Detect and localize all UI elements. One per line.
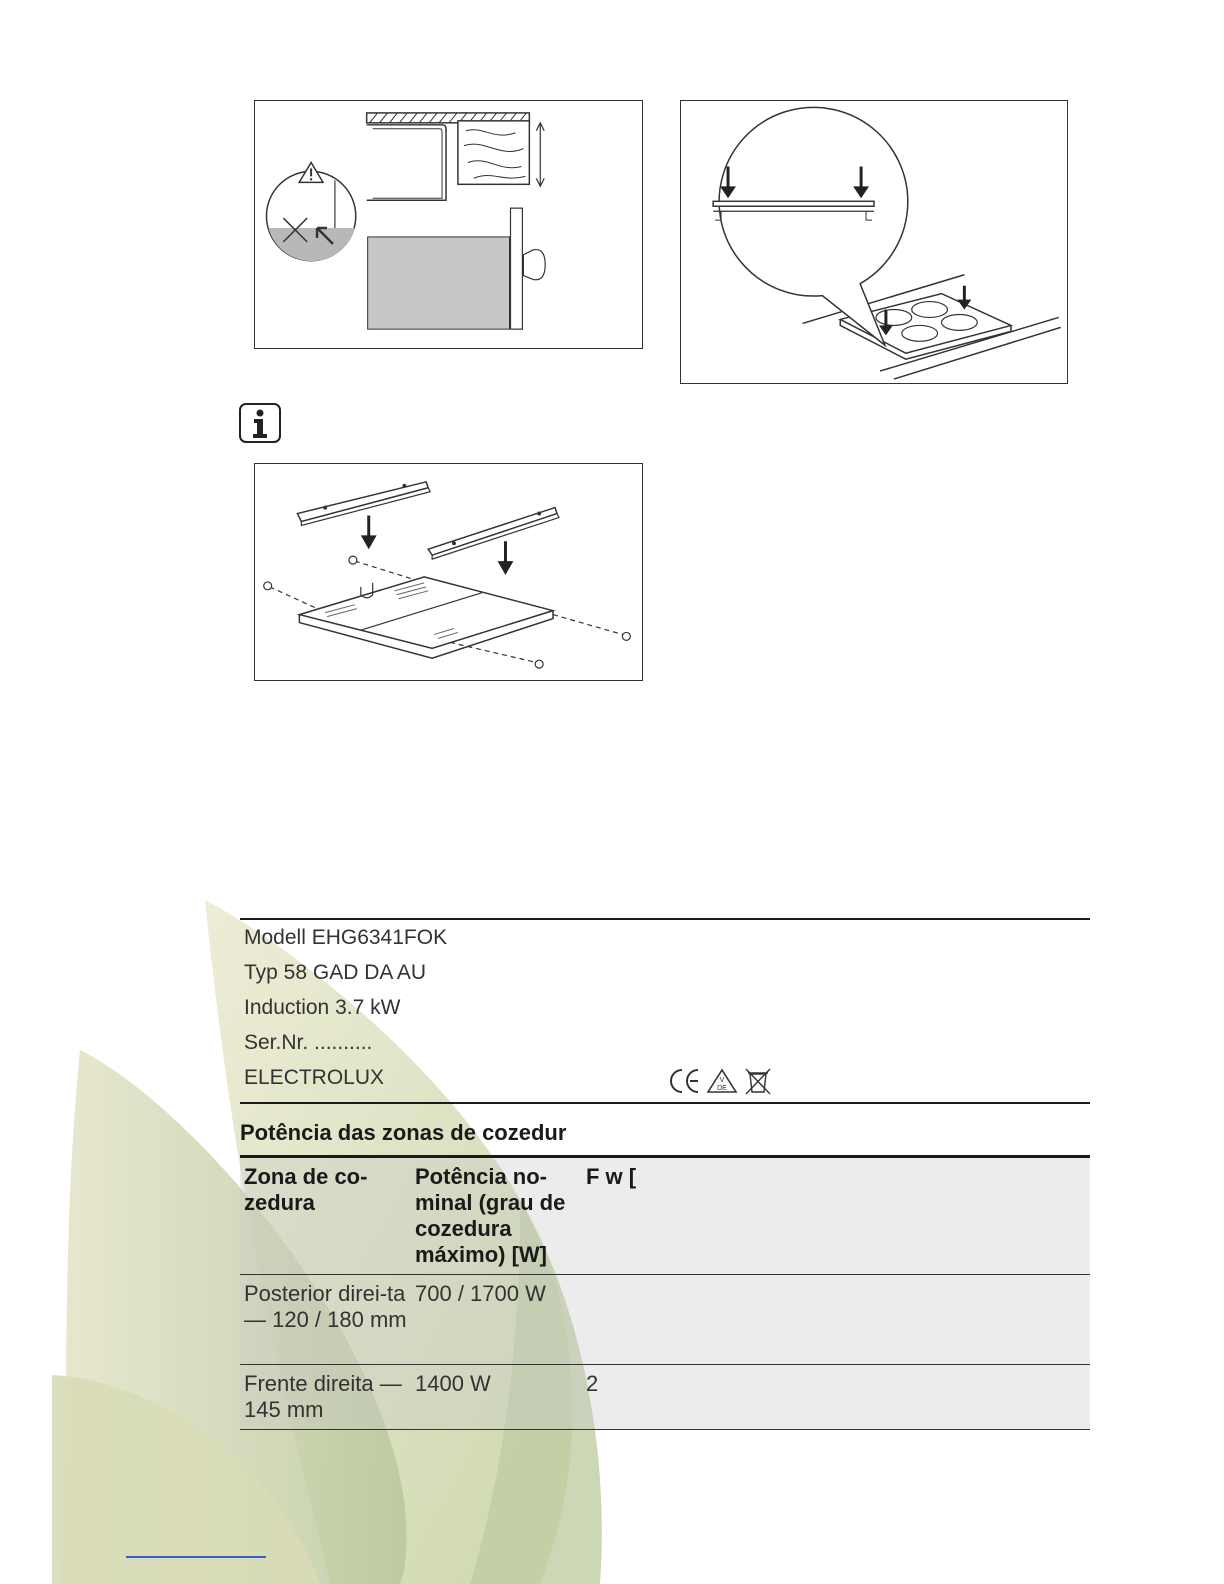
figure-installation-side-view [254,100,643,349]
figure-hob-placement [680,100,1068,384]
rating-power: Induction 3.7 kW [244,996,401,1019]
svg-text:DE: DE [717,1085,727,1092]
cooking-zone-power-table [240,1155,1090,1430]
table-row [240,1365,1090,1430]
table-row [240,1275,1090,1365]
vde-mark-icon [708,1070,736,1092]
rating-plate [240,918,1090,1104]
figure-bracket-assembly [254,463,643,681]
cell-third [582,1275,1090,1365]
header-cooking-zone: Zona de co-zedura [244,1164,368,1215]
ce-mark-icon [671,1070,698,1092]
table-header-row [240,1157,1090,1275]
rating-brand: ELECTROLUX [244,1066,385,1089]
info-icon [239,403,281,443]
section-title: Potência das zonas de cozedur [240,1120,567,1145]
cell-zone: Frente direita — 145 mm [244,1371,402,1422]
rating-model: Modell EHG6341FOK [244,926,448,949]
cell-power: 1400 W [415,1371,491,1396]
cell-zone: Posterior direi-ta — 120 / 180 mm [244,1281,407,1332]
weee-bin-icon [746,1069,770,1094]
rating-serial: Ser.Nr. .......... [244,1031,373,1054]
rating-type: Typ 58 GAD DA AU [244,961,427,984]
cell-power: 700 / 1700 W [415,1281,546,1306]
svg-text:V: V [719,1077,725,1084]
header-nominal-power: Potência no-minal (grau de cozedura máximo) [W] [415,1164,566,1267]
certification-marks [668,1066,778,1096]
bottom-link-underline[interactable] [126,1556,266,1558]
header-third-column: F w [ [586,1164,637,1189]
cell-third: 2 [586,1371,599,1396]
